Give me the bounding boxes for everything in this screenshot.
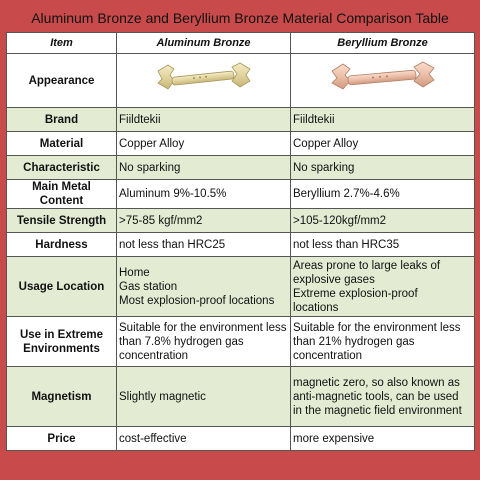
beryllium-bronze-cell-line: Beryllium 2.7%-4.6% <box>293 188 400 200</box>
beryllium-bronze-cell <box>291 233 475 257</box>
aluminum-bronze-cell-line: Suitable for the environment less <box>119 321 287 334</box>
aluminum-bronze-cell-line: Slightly magnetic <box>119 390 206 403</box>
beryllium-bronze-cell-line: Fiildtekii <box>293 113 335 126</box>
row-label-line: Brand <box>44 113 79 126</box>
aluminum-bronze-cell-line: Copper Alloy <box>119 137 185 150</box>
row-label <box>7 427 117 451</box>
aluminum-bronze-cell-line: concentration <box>119 349 189 362</box>
beryllium-bronze-cell-line: concentration <box>293 349 363 362</box>
aluminum-bronze-cell <box>117 108 291 132</box>
beryllium-bronze-cell-line: Extreme explosion-proof <box>293 287 418 300</box>
beryllium-bronze-cell <box>291 257 475 317</box>
aluminum-bronze-cell-line: Most explosion-proof locations <box>119 294 275 307</box>
footer-bar <box>6 458 474 474</box>
row-label <box>7 132 117 156</box>
beryllium-bronze-wrench-icon <box>328 59 438 99</box>
aluminum-bronze-cell-line: Aluminum 9%-10.5% <box>119 188 227 200</box>
table-row <box>7 257 475 317</box>
row-label <box>7 156 117 180</box>
aluminum-bronze-cell-line: No sparking <box>119 161 181 174</box>
table-row <box>7 180 475 209</box>
aluminum-bronze-cell-line: Gas station <box>119 280 178 293</box>
beryllium-bronze-cell <box>291 317 475 367</box>
row-label-line: Material <box>39 137 84 150</box>
row-label <box>7 367 117 427</box>
aluminum-bronze-cell-line: Fiildtekii <box>119 113 161 126</box>
beryllium-bronze-cell-line: No sparking <box>293 161 355 174</box>
beryllium-bronze-cell-line: locations <box>293 301 339 314</box>
aluminum-bronze-cell <box>117 427 291 451</box>
beryllium-bronze-cell <box>291 180 475 209</box>
table-row <box>7 427 475 451</box>
table-header-row <box>7 33 475 54</box>
beryllium-bronze-cell-line: than 21% hydrogen gas <box>293 335 415 348</box>
header-aluminum-bronze: Aluminum Bronze <box>117 33 291 54</box>
aluminum-bronze-cell <box>117 180 291 209</box>
header-item: Item <box>7 33 117 54</box>
row-label <box>7 317 117 367</box>
beryllium-bronze-cell-line: Areas prone to large leaks of <box>293 259 441 272</box>
table-row <box>7 156 475 180</box>
beryllium-appearance-cell <box>291 54 475 108</box>
table-row <box>7 108 475 132</box>
beryllium-bronze-cell <box>291 156 475 180</box>
aluminum-bronze-cell-line: Home <box>119 266 150 279</box>
aluminum-bronze-wrench-icon <box>154 59 254 99</box>
row-label-line: Characteristic <box>23 161 100 174</box>
beryllium-bronze-cell-line: anti-magnetic tools, can be used <box>293 390 459 403</box>
aluminum-bronze-cell <box>117 233 291 257</box>
row-label-line: Main Metal Content <box>32 181 91 207</box>
aluminum-bronze-cell-line: than 7.8% hydrogen gas <box>119 335 244 348</box>
beryllium-bronze-cell-line: explosive gases <box>293 273 375 286</box>
aluminum-bronze-cell <box>117 209 291 233</box>
aluminum-bronze-cell <box>117 132 291 156</box>
row-label-line: Environments <box>23 342 100 355</box>
table-row <box>7 132 475 156</box>
beryllium-bronze-cell-line: not less than HRC35 <box>293 238 400 251</box>
row-label-line: Price <box>47 432 76 445</box>
header-beryllium-bronze: Beryllium Bronze <box>291 33 475 54</box>
row-label-line: Hardness <box>35 238 88 251</box>
table-row <box>7 317 475 367</box>
row-label <box>7 257 117 317</box>
beryllium-bronze-cell-line: more expensive <box>293 432 375 445</box>
beryllium-bronze-cell <box>291 132 475 156</box>
aluminum-bronze-cell-line: >75-85 kgf/mm2 <box>119 214 203 227</box>
row-label <box>7 108 117 132</box>
aluminum-appearance-cell <box>117 54 291 108</box>
aluminum-bronze-cell <box>117 156 291 180</box>
beryllium-bronze-cell-line: in the magnetic field environment <box>293 404 462 417</box>
comparison-table <box>6 32 475 451</box>
table-row <box>7 367 475 427</box>
row-label: Appearance <box>7 54 117 108</box>
aluminum-bronze-cell-line: cost-effective <box>119 432 187 445</box>
appearance-row <box>7 54 475 108</box>
row-label <box>7 209 117 233</box>
row-label-line: Usage Location <box>18 280 105 293</box>
table-row <box>7 209 475 233</box>
row-label-line: Tensile Strength <box>16 214 107 227</box>
beryllium-bronze-cell-line: magnetic zero, so also known as <box>293 376 460 389</box>
beryllium-bronze-cell <box>291 108 475 132</box>
row-label <box>7 180 117 209</box>
aluminum-bronze-cell <box>117 257 291 317</box>
row-label-line: Use in Extreme <box>19 328 104 341</box>
beryllium-bronze-cell <box>291 427 475 451</box>
table-row <box>7 233 475 257</box>
beryllium-bronze-cell-line: Copper Alloy <box>293 137 359 150</box>
beryllium-bronze-cell-line: Suitable for the environment less <box>293 321 461 334</box>
beryllium-bronze-cell-line: >105-120kgf/mm2 <box>293 214 387 227</box>
row-label <box>7 233 117 257</box>
row-label-line: Magnetism <box>31 390 92 403</box>
aluminum-bronze-cell <box>117 367 291 427</box>
aluminum-bronze-cell <box>117 317 291 367</box>
beryllium-bronze-cell <box>291 209 475 233</box>
beryllium-bronze-cell <box>291 367 475 427</box>
aluminum-bronze-cell-line: not less than HRC25 <box>119 238 226 251</box>
page-title: Aluminum Bronze and Beryllium Bronze Material Comparison Table <box>6 6 474 30</box>
